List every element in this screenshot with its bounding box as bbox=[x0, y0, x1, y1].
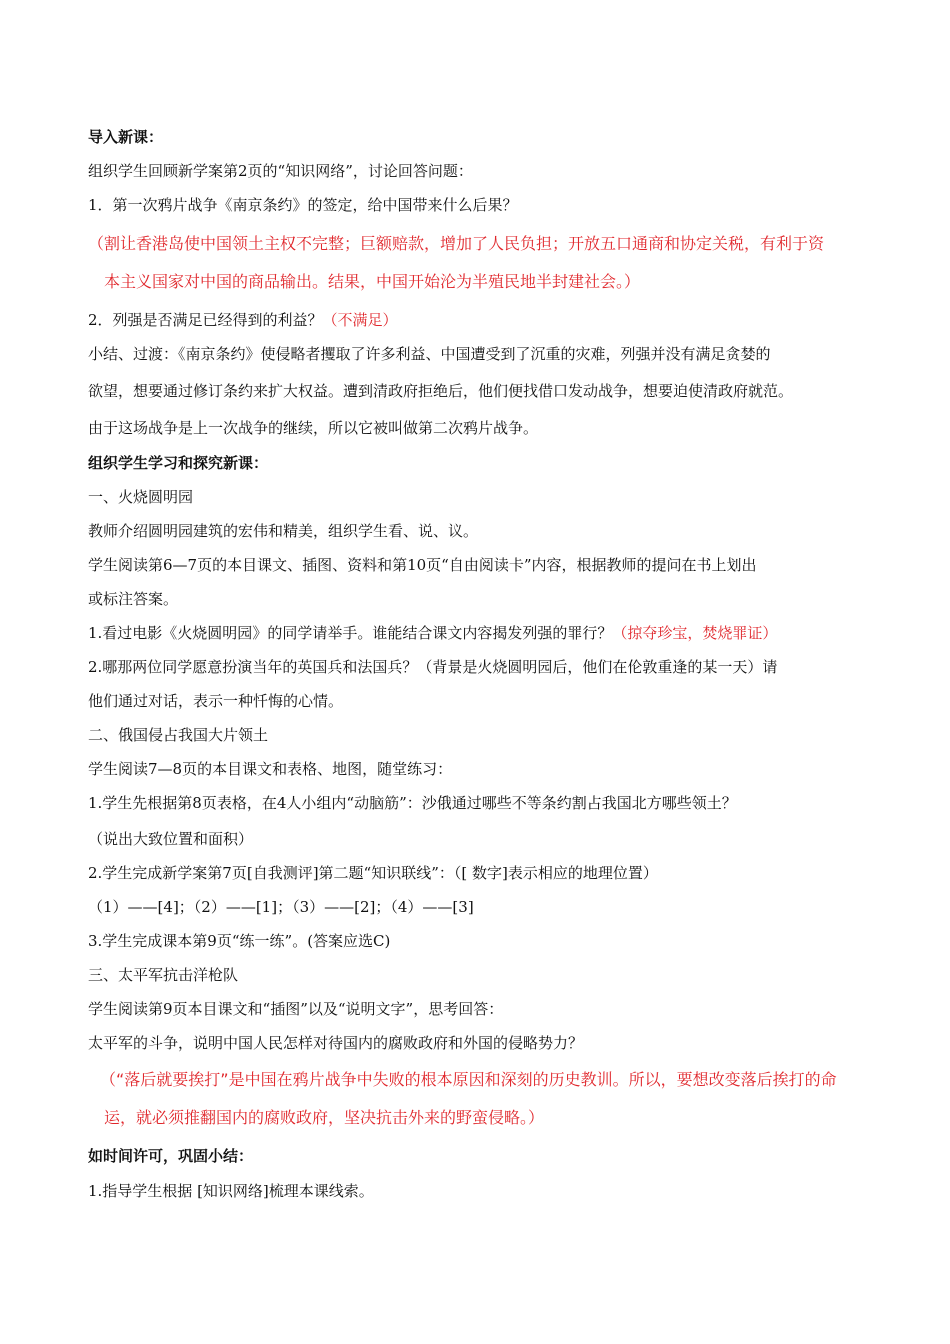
question-item: 2.哪那两位同学愿意扮演当年的英国兵和法国兵？（背景是火烧圆明园后，他们在伦敦重逢的某一天）请 bbox=[88, 658, 778, 676]
answer-1-line-2: 本主义国家对中国的商品输出。结果，中国开始沦为半殖民地半封建社会。） bbox=[104, 272, 641, 291]
question-item: 3.学生完成课本第9页“练一练”。(答案应选C) bbox=[88, 932, 391, 950]
paragraph: 或标注答案。 bbox=[88, 590, 179, 608]
question-2-answer: （不满足） bbox=[322, 311, 398, 329]
question-item-text: 1.看过电影《火烧圆明园》的同学请举手。谁能结合课文内容揭发列强的罪行？ bbox=[88, 624, 613, 642]
paragraph: （说出大致位置和面积） bbox=[88, 830, 254, 848]
paragraph: 由于这场战争是上一次战争的继续，所以它被叫做第二次鸦片战争。 bbox=[88, 419, 539, 437]
section-heading-summary: 如时间许可，巩固小结： bbox=[88, 1147, 254, 1165]
subheading-2: 二、俄国侵占我国大片领土 bbox=[88, 726, 269, 744]
subheading-1: 一、火烧圆明园 bbox=[88, 488, 194, 506]
paragraph: 学生阅读7—8页的本目课文和表格、地图，随堂练习： bbox=[88, 760, 453, 778]
paragraph: 学生阅读第6—7页的本目课文、插图、资料和第10页“自由阅读卡”内容，根据教师的提问在书上划出 bbox=[88, 556, 757, 574]
question-item-answer: （掠夺珍宝，焚烧罪证） bbox=[612, 624, 778, 642]
paragraph: 学生阅读第9页本目课文和“插图”以及“说明文字”，思考回答： bbox=[88, 1000, 504, 1018]
answer-1-line-1: （割让香港岛使中国领土主权不完整；巨额赔款，增加了人民负担；开放五口通商和协定关税，有利于资 bbox=[88, 234, 825, 253]
section-heading-intro: 导入新课： bbox=[88, 128, 164, 146]
paragraph: 他们通过对话，表示一种忏悔的心情。 bbox=[88, 692, 344, 710]
question-item: 2.学生完成新学案第7页[自我测评]第二题“知识联线”：（[ 数字]表示相应的地理位置） bbox=[88, 864, 658, 882]
answer-3-line-2: 运，就必须推翻国内的腐败政府，坚决抗击外来的野蛮侵略。） bbox=[104, 1108, 545, 1127]
question-2-text: 2．列强是否满足已经得到的利益？ bbox=[88, 311, 323, 329]
question-item: 太平军的斗争，说明中国人民怎样对待国内的腐败政府和外国的侵略势力？ bbox=[88, 1034, 584, 1052]
answer-key: （1）——[4]；（2）——[1]；（3）——[2]；（4）——[3] bbox=[88, 898, 474, 916]
question-2 bbox=[88, 310, 398, 330]
question-item bbox=[88, 623, 777, 643]
question-item: 1.学生先根据第8页表格，在4人小组内“动脑筋”：沙俄通过哪些不等条约割占我国北方哪些领土？ bbox=[88, 794, 737, 812]
paragraph: 组织学生回顾新学案第2页的“知识网络”，讨论回答问题： bbox=[88, 162, 473, 180]
answer-3-line-1: （“落后就要挨打”是中国在鸦片战争中失败的根本原因和深刻的历史教训。所以，要想改变落后挨打的命 bbox=[100, 1070, 837, 1089]
subheading-3: 三、太平军抗击洋枪队 bbox=[88, 966, 239, 984]
paragraph: 1.指导学生根据 [知识网络]梳理本课线索。 bbox=[88, 1182, 374, 1200]
question-1: 1．第一次鸦片战争《南京条约》的签定，给中国带来什么后果？ bbox=[88, 196, 518, 214]
paragraph: 欲望，想要通过修订条约来扩大权益。遭到清政府拒绝后，他们便找借口发动战争，想要迫使清政府就范。 bbox=[88, 382, 794, 400]
paragraph: 教师介绍圆明园建筑的宏伟和精美，组织学生看、说、议。 bbox=[88, 522, 479, 540]
section-heading-new-lesson: 组织学生学习和探究新课： bbox=[88, 454, 269, 472]
paragraph: 小结、过渡：《南京条约》使侵略者攫取了许多利益、中国遭受到了沉重的灾难，列强并没有满足贪婪的 bbox=[88, 345, 771, 363]
